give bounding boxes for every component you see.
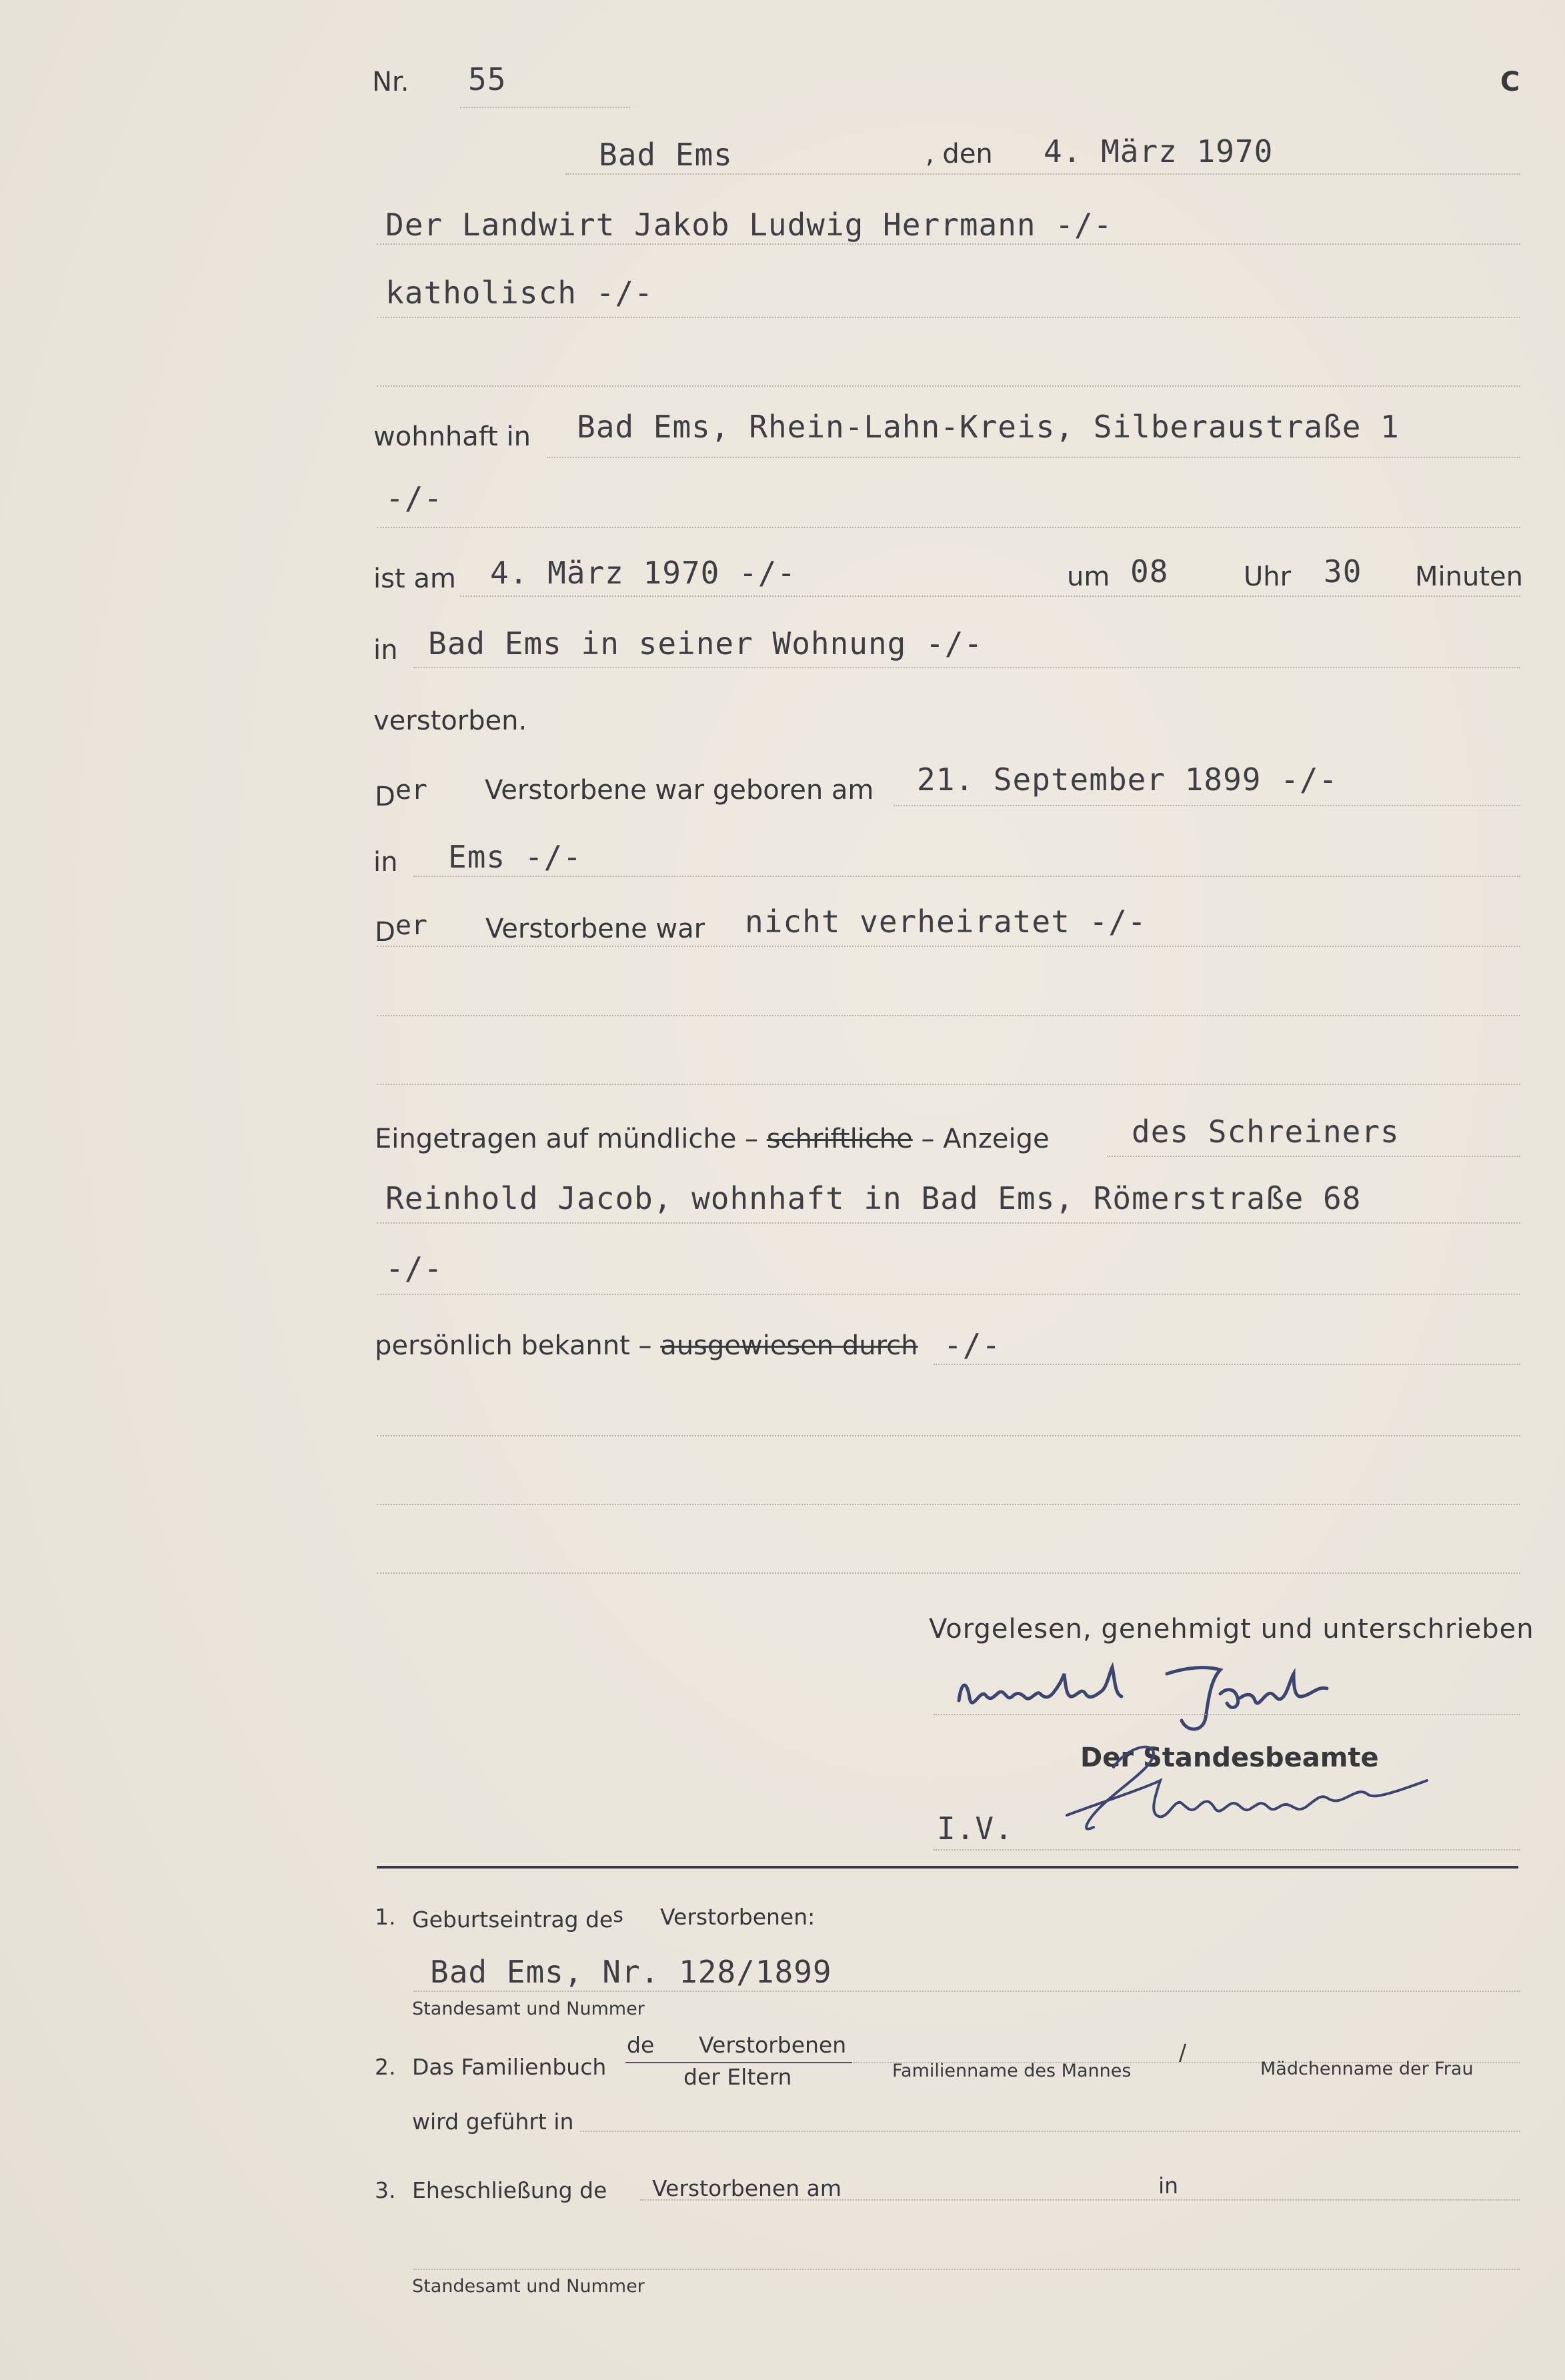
read-approved-label: Vorgelesen, genehmigt und unterschrieben: [929, 1614, 1534, 1644]
marital-value: nicht verheiratet -/-: [745, 904, 1147, 940]
marital-prefix: Der: [375, 910, 427, 948]
item2-fraction-line: [625, 2062, 852, 2063]
residence-label: wohnhaft in: [373, 421, 531, 452]
line-3: [377, 385, 1520, 387]
known-label: persönlich bekannt – ausgewiesen durch: [375, 1330, 918, 1361]
born-place: Ems -/-: [448, 839, 582, 875]
line-16: [934, 1364, 1520, 1365]
line-7: [413, 667, 1520, 668]
line-17: [377, 1435, 1520, 1436]
nr-line: [460, 107, 630, 108]
item1-number: 1.: [375, 1904, 396, 1930]
death-minutes: 30: [1324, 553, 1362, 589]
item1-label-2: Verstorbenen:: [660, 1904, 816, 1930]
line-4: [547, 457, 1520, 458]
date-line: [565, 173, 1520, 175]
item1-label: Geburtseintrag des: [412, 1904, 623, 1933]
item2-bottom: der Eltern: [683, 2064, 792, 2090]
informant-signature: [947, 1654, 1427, 1740]
registration-value-3: -/-: [385, 1250, 443, 1286]
iv-label: I.V.: [937, 1811, 1014, 1847]
line-12: [377, 1084, 1520, 1085]
line-8: [894, 805, 1520, 806]
known-value: -/-: [944, 1327, 1002, 1363]
line-5: [377, 527, 1520, 528]
residence-cont: -/-: [385, 480, 443, 516]
line-6: [460, 596, 1520, 597]
item1-value: Bad Ems, Nr. 128/1899: [430, 1954, 832, 1990]
line-20: [934, 1714, 1520, 1715]
nr-value: 55: [468, 61, 507, 97]
registration-value-2: Reinhold Jacob, wohnhaft in Bad Ems, Römerstraße 68: [385, 1180, 1362, 1216]
line-14: [377, 1222, 1520, 1224]
line-19: [377, 1572, 1520, 1574]
line-2: [377, 317, 1520, 318]
uhr-label: Uhr: [1244, 561, 1292, 592]
section-divider: [377, 1866, 1518, 1869]
line-18: [377, 1504, 1520, 1505]
item3-value: Verstorbenen am: [652, 2175, 842, 2201]
item2-slash: /: [1179, 2039, 1187, 2065]
death-date-label: ist am: [373, 563, 456, 594]
born-label: Verstorbene war geboren am: [485, 775, 874, 806]
item3-in: in: [1158, 2173, 1179, 2199]
nr-label: Nr.: [372, 67, 409, 97]
line-10: [377, 946, 1520, 947]
line-9: [413, 876, 1520, 877]
residence-value: Bad Ems, Rhein-Lahn-Kreis, Silberaustraße 1: [577, 409, 1400, 445]
item2-caption-wife: Mädchenname der Frau: [1260, 2059, 1474, 2079]
deceased-line-1: Der Landwirt Jakob Ludwig Herrmann -/-: [385, 207, 1113, 243]
place: Bad Ems: [599, 137, 733, 173]
verstorben-label: verstorben.: [373, 706, 527, 736]
death-hour: 08: [1130, 553, 1169, 589]
line-26: [413, 2269, 1520, 2270]
corner-letter: C: [1500, 67, 1520, 97]
born-prefix: Der: [375, 775, 427, 812]
item2-top: Verstorbenen: [699, 2032, 847, 2058]
minuten-label: Minuten: [1415, 561, 1523, 592]
item2-top-prefix: de: [627, 2032, 655, 2058]
line-25: [640, 2199, 1520, 2201]
item1-caption: Standesamt und Nummer: [412, 1999, 645, 2019]
born-date: 21. September 1899 -/-: [917, 762, 1338, 798]
item2-caption-husband: Familienname des Mannes: [892, 2061, 1132, 2081]
line-1: [377, 243, 1520, 245]
item3-number: 3.: [375, 2177, 396, 2203]
header-date: 4. März 1970: [1044, 133, 1274, 169]
registration-value-1: des Schreiners: [1132, 1114, 1400, 1150]
um-label: um: [1067, 561, 1110, 592]
registration-label: Eingetragen auf mündliche – schriftliche – Anzeige: [375, 1124, 1050, 1154]
line-21: [934, 1849, 1520, 1851]
line-11: [377, 1015, 1520, 1016]
line-22: [413, 1991, 1520, 1992]
deceased-line-2: katholisch -/-: [385, 275, 653, 311]
line-13: [1107, 1156, 1520, 1157]
item2-number: 2.: [375, 2054, 396, 2080]
item2-line2: wird geführt in: [412, 2109, 574, 2135]
item2-label: Das Familienbuch: [412, 2054, 607, 2080]
death-place: Bad Ems in seiner Wohnung -/-: [428, 626, 984, 662]
item3-label: Eheschließung de: [412, 2177, 607, 2203]
line-15: [377, 1294, 1520, 1295]
item3-caption: Standesamt und Nummer: [412, 2276, 645, 2297]
line-24: [580, 2131, 1520, 2132]
death-date-value: 4. März 1970 -/-: [490, 555, 797, 591]
official-title: Der Standesbeamte: [1080, 1742, 1379, 1773]
born-place-label: in: [373, 847, 398, 878]
den-label: , den: [926, 139, 993, 169]
marital-label: Verstorbene war: [485, 914, 705, 944]
official-signature: [1027, 1734, 1467, 1847]
death-place-label: in: [373, 635, 398, 666]
